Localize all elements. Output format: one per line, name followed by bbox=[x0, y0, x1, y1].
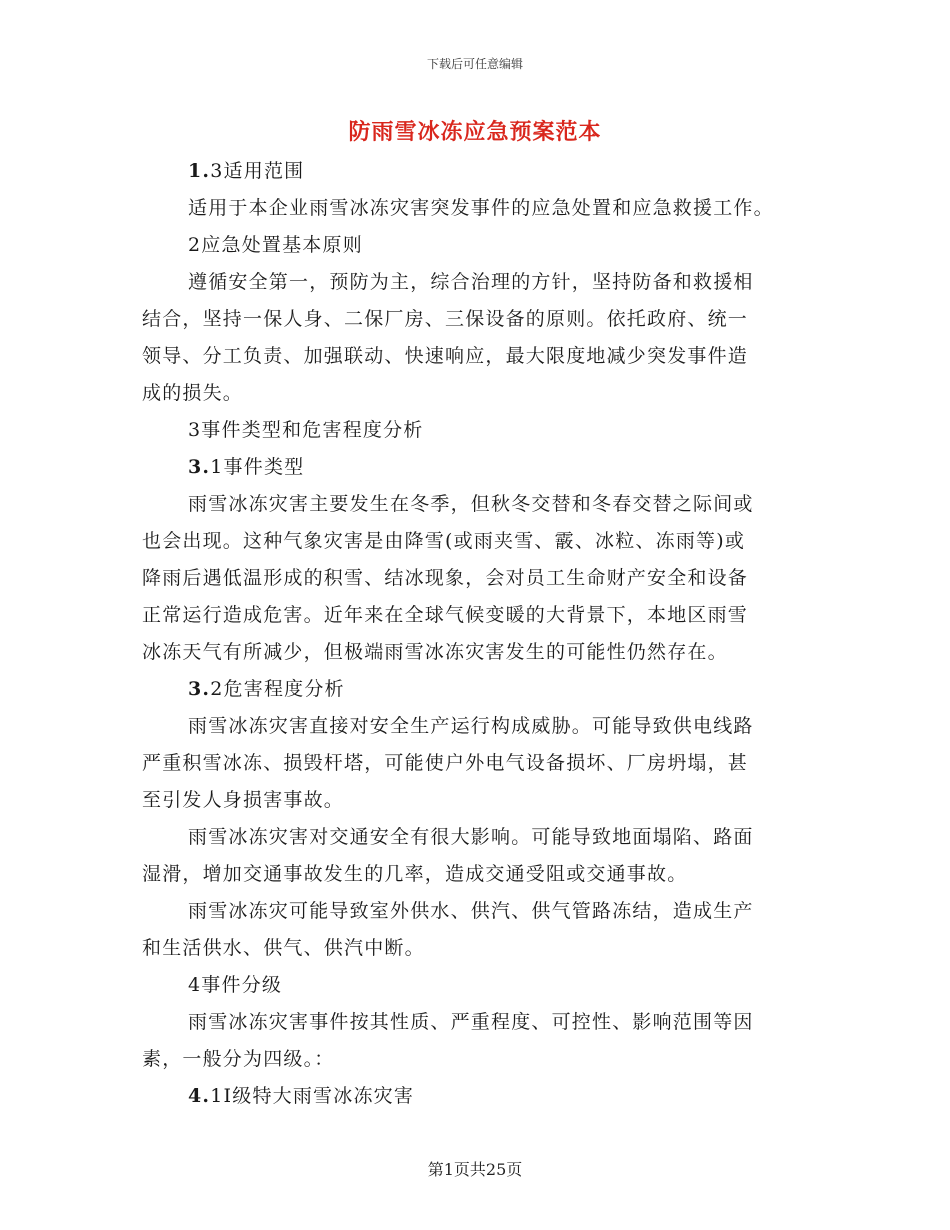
text-line bbox=[142, 301, 807, 338]
line-text: 2应急处置基本原则 bbox=[188, 234, 363, 256]
line-text: 2危害程度分析 bbox=[210, 678, 345, 700]
line-text: 成的损失。 bbox=[142, 382, 244, 404]
text-line bbox=[142, 671, 807, 708]
text-line bbox=[142, 967, 807, 1004]
line-text: 领导、分工负责、加强联动、快速响应，最大限度地减少突发事件造 bbox=[142, 345, 749, 367]
text-line bbox=[142, 153, 807, 190]
text-line bbox=[142, 375, 807, 412]
line-text: 雨雪冰冻灾害主要发生在冬季，但秋冬交替和冬春交替之际间或 bbox=[188, 493, 754, 515]
text-line bbox=[142, 1078, 807, 1115]
text-line bbox=[142, 560, 807, 597]
text-line bbox=[142, 782, 807, 819]
text-line bbox=[142, 893, 807, 930]
text-line bbox=[142, 708, 807, 745]
page-header-note: 下载后可任意编辑 bbox=[426, 57, 523, 71]
line-text: 正常运行造成危害。近年来在全球气候变暖的大背景下，本地区雨雪 bbox=[142, 604, 749, 626]
text-line bbox=[142, 449, 807, 486]
section-number: 3. bbox=[188, 678, 211, 700]
text-line bbox=[142, 486, 807, 523]
line-text: 雨雪冰冻灾害直接对安全生产运行构成威胁。可能导致供电线路 bbox=[188, 715, 754, 737]
text-line bbox=[142, 1004, 807, 1041]
line-text: 3事件类型和危害程度分析 bbox=[188, 419, 424, 441]
line-text: 素，一般分为四级。： bbox=[142, 1048, 335, 1070]
section-number: 1. bbox=[188, 160, 211, 182]
document-title: 防雨雪冰冻应急预案范本 bbox=[348, 119, 602, 145]
line-text: 降雨后遇低温形成的积雪、结冰现象，会对员工生命财产安全和设备 bbox=[142, 567, 749, 589]
line-text: 和生活供水、供气、供汽中断。 bbox=[142, 937, 425, 959]
section-number: 4. bbox=[188, 1085, 211, 1107]
line-text: 4事件分级 bbox=[188, 974, 283, 996]
section-number: 3. bbox=[188, 456, 211, 478]
line-text: 3适用范围 bbox=[210, 160, 305, 182]
text-line bbox=[142, 819, 807, 856]
text-line bbox=[142, 412, 807, 449]
line-text: 1事件类型 bbox=[210, 456, 305, 478]
text-line bbox=[142, 597, 807, 634]
line-text: 雨雪冰冻灾害事件按其性质、严重程度、可控性、影响范围等因 bbox=[188, 1011, 754, 1033]
line-text: 冰冻天气有所减少，但极端雨雪冰冻灾害发生的可能性仍然存在。 bbox=[142, 641, 728, 663]
line-text: 适用于本企业雨雪冰冻灾害突发事件的应急处置和应急救援工作。 bbox=[188, 197, 774, 219]
text-line bbox=[142, 1041, 807, 1078]
line-text: 雨雪冰冻灾害对交通安全有很大影响。可能导致地面塌陷、路面 bbox=[188, 826, 754, 848]
text-line bbox=[142, 264, 807, 301]
text-line bbox=[142, 338, 807, 375]
text-line bbox=[142, 930, 807, 967]
line-text: 1I级特大雨雪冰冻灾害 bbox=[210, 1085, 415, 1107]
line-text: 湿滑，增加交通事故发生的几率，造成交通受阻或交通事故。 bbox=[142, 863, 688, 885]
page-number-footer: 第1页共25页 bbox=[427, 1160, 523, 1179]
text-line bbox=[142, 227, 807, 264]
line-text: 至引发人身损害事故。 bbox=[142, 789, 345, 811]
text-line bbox=[142, 745, 807, 782]
line-text: 遵循安全第一，预防为主，综合治理的方针，坚持防备和救援相 bbox=[188, 271, 754, 293]
line-text: 严重积雪冰冻、损毁杆塔，可能使户外电气设备损坏、厂房坍塌，甚 bbox=[142, 752, 749, 774]
document-body bbox=[142, 153, 807, 1115]
text-line bbox=[142, 856, 807, 893]
line-text: 结合，坚持一保人身、二保厂房、三保设备的原则。依托政府、统一 bbox=[142, 308, 749, 330]
text-line bbox=[142, 634, 807, 671]
text-line bbox=[142, 523, 807, 560]
line-text: 雨雪冰冻灾可能导致室外供水、供汽、供气管路冻结，造成生产 bbox=[188, 900, 754, 922]
text-line bbox=[142, 190, 807, 227]
line-text: 也会出现。这种气象灾害是由降雪(或雨夹雪、霰、冰粒、冻雨等)或 bbox=[142, 530, 746, 552]
